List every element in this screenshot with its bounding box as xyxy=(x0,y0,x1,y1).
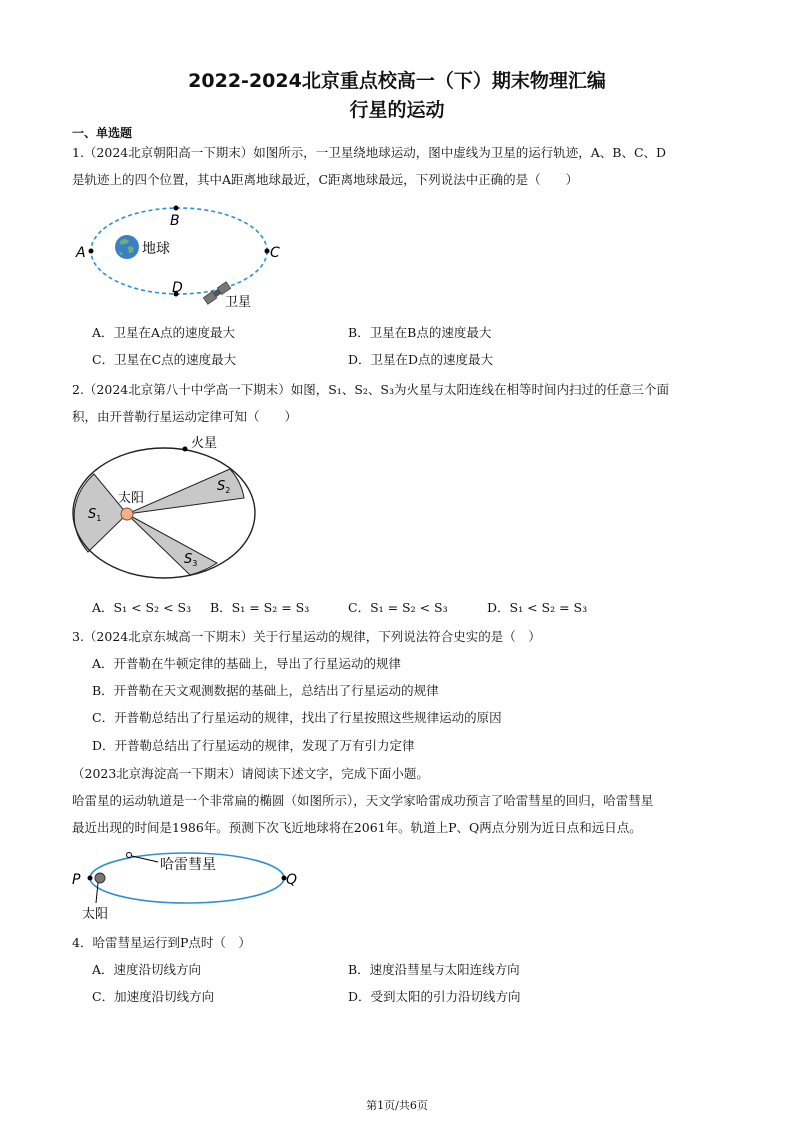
q2-option-d[interactable]: D．S₁ < S₂ = S₃ xyxy=(487,600,588,615)
label-p: P xyxy=(72,872,81,888)
sun-icon xyxy=(95,873,105,883)
q4-option-a[interactable]: A．速度沿切线方向 xyxy=(92,962,202,977)
q4-option-b[interactable]: B．速度沿彗星与太阳连线方向 xyxy=(348,962,520,977)
point-b-dot xyxy=(174,206,179,211)
s2-label: $S_2$ xyxy=(217,479,231,495)
q1-option-d[interactable]: D．卫星在D点的速度最大 xyxy=(348,352,494,367)
passage-line2: 最近出现的时间是1986年。预测下次飞近地球将在2061年。轨道上P、Q两点分别为近日点和远日点。 xyxy=(72,820,642,835)
q1-orbit-figure xyxy=(72,195,292,315)
q3-option-c[interactable]: C．开普勒总结出了行星运动的规律，找出了行星按照这些规律运动的原因 xyxy=(92,710,502,725)
comet-dot xyxy=(127,853,132,858)
q2-option-a[interactable]: A．S₁ < S₂ < S₃ xyxy=(92,600,192,615)
q4-option-c[interactable]: C．加速度沿切线方向 xyxy=(92,989,215,1004)
q4-option-d[interactable]: D．受到太阳的引力沿切线方向 xyxy=(348,989,521,1004)
satellite-label: 卫星 xyxy=(225,295,252,310)
passage-line1: 哈雷星的运动轨道是一个非常扁的椭圆（如图所示），天文学家哈雷成功预言了哈雷彗星的回归，哈雷彗星 xyxy=(72,793,654,808)
mars-label: 火星 xyxy=(191,436,218,451)
earth-icon xyxy=(115,235,139,259)
point-p-dot xyxy=(88,876,93,881)
document-title: 2022-2024北京重点校高一（下）期末物理汇编 xyxy=(188,70,606,92)
s1-label: $S_1$ xyxy=(88,507,102,523)
passage-intro: （2023北京海淀高一下期末）请阅读下述文字，完成下面小题。 xyxy=(72,766,429,781)
q3-option-d[interactable]: D．开普勒总结出了行星运动的规律，发现了万有引力定律 xyxy=(92,738,415,753)
q2-kepler-figure xyxy=(68,432,268,592)
mars-dot xyxy=(183,447,188,452)
label-a: A xyxy=(76,245,86,261)
q3-option-a[interactable]: A．开普勒在牛顿定律的基础上，导出了行星运动的规律 xyxy=(92,656,402,671)
q2-option-b[interactable]: B．S₁ = S₂ = S₃ xyxy=(210,600,310,615)
q3-option-b[interactable]: B．开普勒在天文观测数据的基础上，总结出了行星运动的规律 xyxy=(92,683,439,698)
label-d: D xyxy=(172,280,183,296)
label-c: C xyxy=(270,245,280,261)
q2-stem-line1: 2.（2024北京第八十中学高一下期末）如图，S₁、S₂、S₃为火星与太阳连线在相等时间内扫过的任意三个面 xyxy=(72,382,669,397)
point-a-dot xyxy=(89,249,94,254)
earth-label: 地球 xyxy=(142,241,170,257)
comet-label: 哈雷彗星 xyxy=(160,857,216,873)
page-footer: 第1页/共6页 xyxy=(366,1099,428,1112)
label-q: Q xyxy=(286,872,298,888)
q1-option-c[interactable]: C．卫星在C点的速度最大 xyxy=(92,352,237,367)
point-c-dot xyxy=(265,249,270,254)
q2-option-c[interactable]: C．S₁ = S₂ < S₃ xyxy=(348,600,448,615)
sector-s3 xyxy=(127,514,217,575)
sun-icon xyxy=(121,508,133,520)
q4-stem: 4．哈雷彗星运行到P点时（ ） xyxy=(72,935,251,950)
q1-option-b[interactable]: B．卫星在B点的速度最大 xyxy=(348,325,492,340)
document-subtitle: 行星的运动 xyxy=(349,99,445,121)
q1-option-a[interactable]: A．卫星在A点的速度最大 xyxy=(92,325,236,340)
section-heading: 一、单选题 xyxy=(72,126,133,140)
halley-orbit-figure xyxy=(72,845,312,925)
sun-label: 太阳 xyxy=(82,907,109,922)
q3-stem: 3.（2024北京东城高一下期末）关于行星运动的规律，下列说法符合史实的是（ ） xyxy=(72,629,541,644)
comet-pointer xyxy=(132,856,158,862)
label-b: B xyxy=(170,213,180,229)
q1-stem-line2: 是轨迹上的四个位置，其中A距离地球最近，C距离地球最远，下列说法中正确的是（ ） xyxy=(72,172,579,187)
sun-label: 太阳 xyxy=(118,491,145,506)
q1-stem-line1: 1.（2024北京朝阳高一下期末）如图所示，一卫星绕地球运动，图中虚线为卫星的运行轨迹，A、B、C、D xyxy=(72,145,667,160)
s3-label: $S_3$ xyxy=(184,552,198,568)
q2-stem-line2: 积，由开普勒行星运动定律可知（ ） xyxy=(72,409,298,424)
sun-pointer xyxy=(96,883,98,903)
